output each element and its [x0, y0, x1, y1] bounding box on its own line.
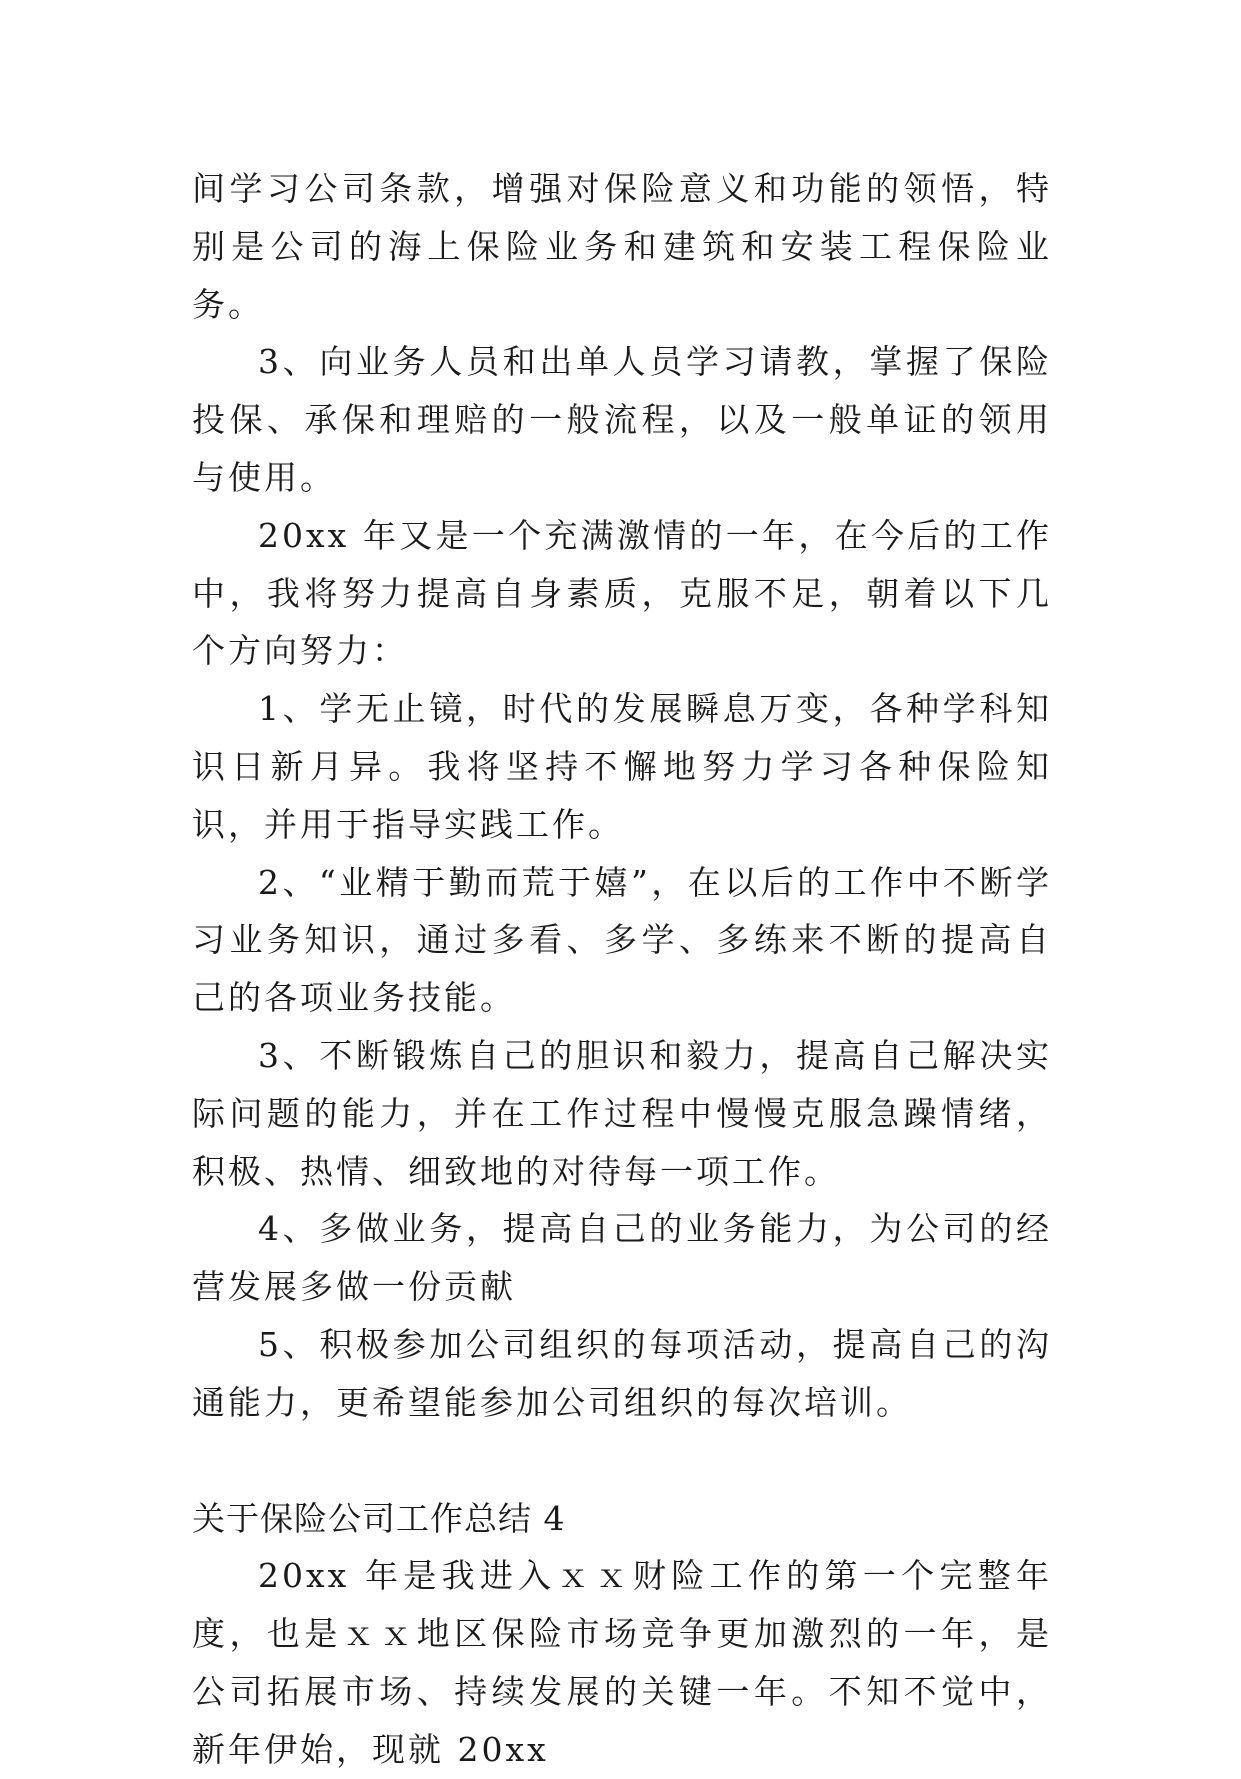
paragraph-goal-2: 2、“业精于勤而荒于嬉”，在以后的工作中不断学习业务知识，通过多看、多学、多练来不断的提高自己的各项业务技能。 — [192, 862, 1052, 1018]
section-heading: 关于保险公司工作总结 4 — [192, 1498, 566, 1538]
paragraph-item-3-learning: 3、向业务人员和出单人员学习请教，掌握了保险投保、承保和理赔的一般流程，以及一般单证的领用与使用。 — [192, 342, 1052, 497]
paragraph-goal-1: 1、学无止镜，时代的发展瞬息万变，各种学科知识日新月异。我将坚持不懈地努力学习各种保险知识，并用于指导实践工作。 — [192, 689, 1052, 844]
paragraph-goal-3: 3、不断锻炼自己的胆识和毅力，提高自己解决实际问题的能力，并在工作过程中慢慢克服急躁情绪，积极、热情、细致地的对待每一项工作。 — [192, 1035, 1052, 1191]
paragraph-goal-4: 4、多做业务，提高自己的业务能力，为公司的经营发展多做一份贡献 — [192, 1209, 1052, 1307]
paragraph-goal-5: 5、积极参加公司组织的每项活动，提高自己的沟通能力，更希望能参加公司组织的每次培训。 — [192, 1324, 1052, 1422]
section-spacer — [192, 1432, 1052, 1490]
document-body — [192, 160, 1052, 1779]
paragraph-continuation: 间学习公司条款，增强对保险意义和功能的领悟，特别是公司的海上保险业务和建筑和安装工程保险业务。 — [192, 169, 1052, 324]
paragraph-new-year-intro: 20xx 年又是一个充满激情的一年，在今后的工作中，我将努力提高自身素质，克服不足，朝着以下几个方向努力： — [192, 515, 1052, 671]
paragraph-summary-intro: 20xx 年是我进入ｘｘ财险工作的第一个完整年度，也是ｘｘ地区保险市场竞争更加激烈的一年，是公司拓展市场、持续发展的关键一年。不知不觉中，新年伊始，现就 20xx — [192, 1556, 1052, 1769]
